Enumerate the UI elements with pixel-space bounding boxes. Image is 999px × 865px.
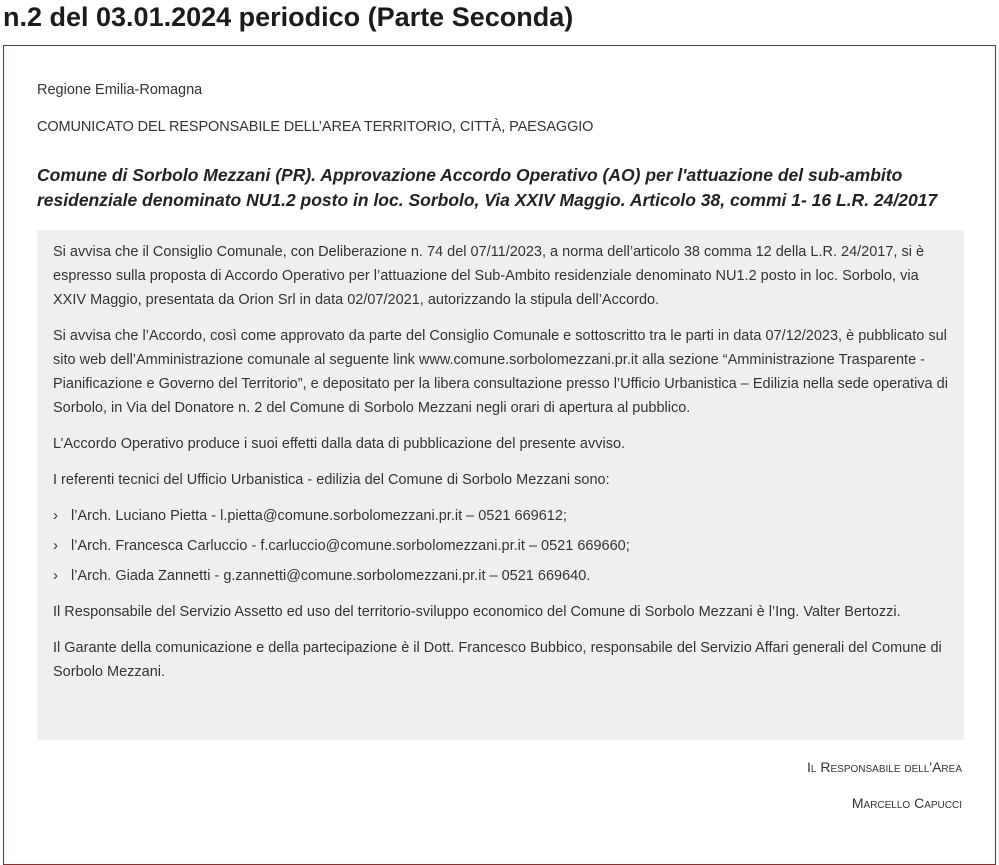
- communicato-heading: COMUNICATO DEL RESPONSABILE DELL’AREA TERRITORIO, CITTÀ, PAESAGGIO: [37, 119, 594, 135]
- page-title: n.2 del 03.01.2024 periodico (Parte Seconda): [3, 2, 574, 32]
- referent-text: l’Arch. Francesca Carluccio - f.carluccio@comune.sorbolomezzani.pr.it – 0521 669660;: [71, 538, 630, 554]
- notice-box: [37, 230, 964, 740]
- list-item: [53, 564, 948, 588]
- referent-text: l’Arch. Giada Zannetti - g.zannetti@comune.sorbolomezzani.pr.it – 0521 669640.: [71, 568, 591, 584]
- document-subject: Comune di Sorbolo Mezzani (PR). Approvazione Accordo Operativo (AO) per l'attuazione del sub-ambito residenziale denominato NU1.2 posto in loc. Sorbolo, Via XXIV Maggio. Articolo 38, commi 1- 16 L.R. 24/2017: [37, 165, 938, 210]
- notice-paragraph: L’Accordo Operativo produce i suoi effetti dalla data di pubblicazione del presente avviso.: [53, 436, 626, 452]
- referent-text: l’Arch. Luciano Pietta - l.pietta@comune.sorbolomezzani.pr.it – 0521 669612;: [71, 508, 567, 524]
- closing-paragraph: Il Responsabile del Servizio Assetto ed uso del territorio-sviluppo economico del Comune di Sorbolo Mezzani è l’Ing. Valter Bertozzi.: [53, 604, 901, 620]
- list-item: [53, 504, 948, 528]
- document-frame: [3, 45, 996, 865]
- chevron-right-icon: ›: [53, 567, 58, 584]
- signature-name: Marcello Capucci: [851, 795, 962, 811]
- signature-role: Il Responsabile dell'Area: [807, 759, 962, 775]
- notice-paragraph: I referenti tecnici del Ufficio Urbanistica - edilizia del Comune di Sorbolo Mezzani sono:: [53, 472, 610, 488]
- region-name: Regione Emilia-Romagna: [37, 82, 203, 98]
- closing-paragraph: Il Garante della comunicazione e della partecipazione è il Dott. Francesco Bubbico, responsabile del Servizio Affari generali del Comune di Sorbolo Mezzani.: [53, 640, 942, 680]
- referents-list: [53, 504, 948, 588]
- chevron-right-icon: ›: [53, 507, 58, 524]
- notice-paragraph: Si avvisa che l’Accordo, così come approvato da parte del Consiglio Comunale e sottoscritto tra le parti in data 07/12/2023, è pubblicato sul sito web dell’Amministrazione comunale al seguente link www.comune.sorbolomezzani.pr.it alla sezione “Amministrazione Trasparente - Pianificazione e Governo del Territorio”, e depositato per la libera consultazione presso l’Ufficio Urbanistica – Edilizia nella sede operativa di Sorbolo, in Via del Donatore n. 2 del Comune di Sorbolo Mezzani negli orari di apertura al pubblico.: [53, 328, 948, 416]
- list-item: [53, 534, 948, 558]
- notice-paragraph: Si avvisa che il Consiglio Comunale, con Deliberazione n. 74 del 07/11/2023, a norma dell’articolo 38 comma 12 della L.R. 24/2017, si è espresso sulla proposta di Accordo Operativo per l’attuazione del Sub-Ambito residenziale denominato NU1.2 posto in loc. Sorbolo, via XXIV Maggio, presentata da Orion Srl in data 02/07/2021, autorizzando la stipula dell’Accordo.: [53, 244, 925, 308]
- chevron-right-icon: ›: [53, 537, 58, 554]
